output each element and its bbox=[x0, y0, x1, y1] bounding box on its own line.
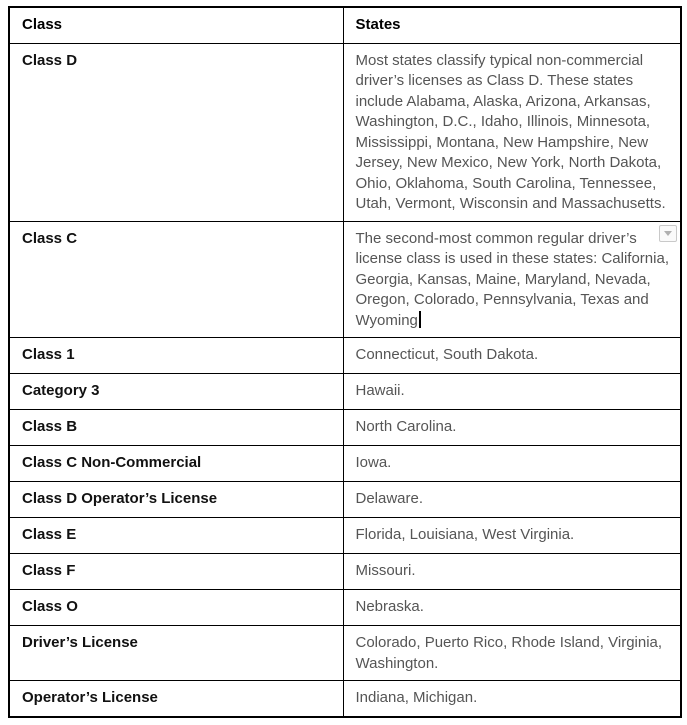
table-row bbox=[9, 518, 681, 554]
states-cell[interactable]: Connecticut, South Dakota. bbox=[343, 338, 681, 374]
table-row bbox=[9, 590, 681, 626]
table-row-active bbox=[9, 221, 681, 338]
column-header-class[interactable]: Class bbox=[9, 7, 343, 43]
table-row bbox=[9, 338, 681, 374]
text-cursor bbox=[419, 311, 421, 328]
states-cell[interactable]: North Carolina. bbox=[343, 410, 681, 446]
cell-text: The second-most common regular driver’s license class is used in these states: California, Georgia, Kansas, Maine, Maryland, Nevada, Oregon, Colorado, Pennsylvania, Texas and Wyoming bbox=[355, 229, 669, 329]
table-row bbox=[9, 482, 681, 518]
class-cell[interactable]: Driver’s License bbox=[9, 626, 343, 681]
class-cell[interactable]: Class C Non-Commercial bbox=[9, 446, 343, 482]
class-cell[interactable]: Class C bbox=[9, 221, 343, 338]
states-cell[interactable]: Delaware. bbox=[343, 482, 681, 518]
table-row bbox=[9, 446, 681, 482]
table-row bbox=[9, 681, 681, 717]
states-cell[interactable]: Indiana, Michigan. bbox=[343, 681, 681, 717]
class-cell[interactable]: Category 3 bbox=[9, 374, 343, 410]
table-row bbox=[9, 410, 681, 446]
states-cell[interactable]: Hawaii. bbox=[343, 374, 681, 410]
class-cell[interactable]: Class E bbox=[9, 518, 343, 554]
column-header-states[interactable]: States bbox=[343, 7, 681, 43]
class-cell[interactable]: Class D Operator’s License bbox=[9, 482, 343, 518]
class-cell[interactable]: Class D bbox=[9, 43, 343, 221]
states-cell[interactable]: Florida, Louisiana, West Virginia. bbox=[343, 518, 681, 554]
class-cell[interactable]: Class O bbox=[9, 590, 343, 626]
table-row bbox=[9, 554, 681, 590]
class-cell[interactable]: Class 1 bbox=[9, 338, 343, 374]
states-cell[interactable]: Most states classify typical non-commercial driver’s licenses as Class D. These states include Alabama, Alaska, Arizona, Arkansas, Washington, D.C., Idaho, Illinois, Minnesota, Mississippi, Montana, New Hampshire, New Jersey, New Mexico, New York, North Dakota, Ohio, Oklahoma, South Carolina, Tennessee, Utah, Vermont, Wisconsin and Massachusetts. bbox=[343, 43, 681, 221]
chevron-down-icon bbox=[664, 231, 672, 236]
table-row bbox=[9, 626, 681, 681]
class-cell[interactable]: Operator’s License bbox=[9, 681, 343, 717]
license-class-table bbox=[8, 6, 682, 718]
class-cell[interactable]: Class B bbox=[9, 410, 343, 446]
states-cell[interactable]: Nebraska. bbox=[343, 590, 681, 626]
cell-dropdown-button[interactable] bbox=[659, 225, 677, 242]
states-cell[interactable]: Iowa. bbox=[343, 446, 681, 482]
states-cell-editing[interactable] bbox=[343, 221, 681, 338]
table-row bbox=[9, 43, 681, 221]
table-row bbox=[9, 374, 681, 410]
states-cell[interactable]: Missouri. bbox=[343, 554, 681, 590]
states-cell[interactable]: Colorado, Puerto Rico, Rhode Island, Virginia, Washington. bbox=[343, 626, 681, 681]
table-header-row bbox=[9, 7, 681, 43]
class-cell[interactable]: Class F bbox=[9, 554, 343, 590]
